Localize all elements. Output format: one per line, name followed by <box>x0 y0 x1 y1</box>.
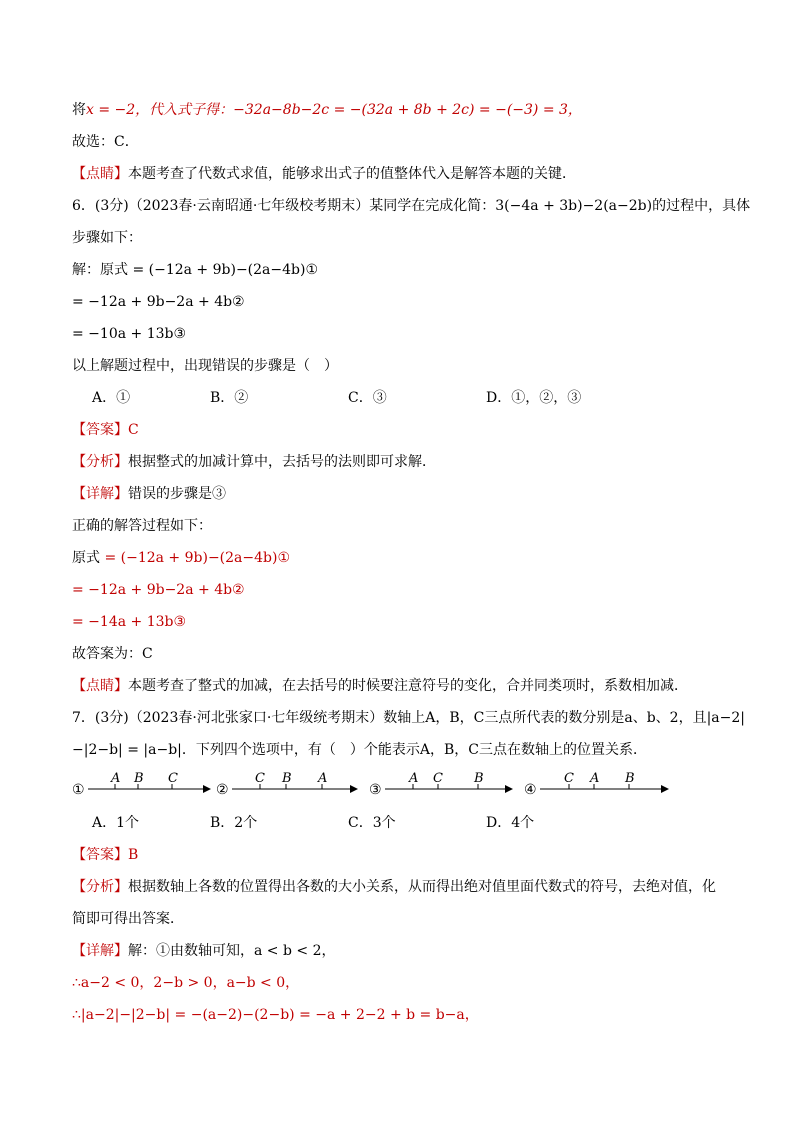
q6-correct-3: = −14a + 13b③ <box>72 614 187 630</box>
q6-step1: 解：原式 = (−12a + 9b)−(2a−4b)① <box>72 262 319 278</box>
axis-4-label-c: C <box>564 771 574 786</box>
axis-2 <box>216 771 357 798</box>
axis-4-label-a: A <box>590 771 600 786</box>
q6-correct-2: = −12a + 9b−2a + 4b② <box>72 582 245 598</box>
q7-detail: 【详解】解：①由数轴可知，a < b < 2， <box>72 943 336 959</box>
axis-1-label-b: B <box>134 771 144 786</box>
axis-3-number: ③ <box>369 782 382 798</box>
q6-analysis: 【分析】根据整式的加减计算中，去括号的法则即可求解． <box>72 454 436 470</box>
q6-correct-1: 原式 = (−12a + 9b)−(2a−4b)① <box>72 550 291 566</box>
q7-analysis-2: 简即可得出答案． <box>72 911 184 927</box>
substitution-line: 将x = −2，代入式子得：−32a−8b−2c = −(32a + 8b + 2c) = −(−3) = 3， <box>72 102 582 118</box>
q6-detail: 【详解】错误的步骤是③ <box>72 486 226 502</box>
axis-3-label-a: A <box>409 771 419 786</box>
q6-option-a: A．① <box>92 390 131 406</box>
q6-option-c: C．③ <box>348 390 387 406</box>
q7-option-c: C．3个 <box>348 815 396 831</box>
q7-option-d: D．4个 <box>486 815 535 831</box>
q7-detail-2: ∴a−2 < 0，2−b > 0，a−b < 0， <box>72 975 300 991</box>
axis-2-label-a: A <box>318 771 328 786</box>
q6-final: 故答案为：C <box>72 646 153 662</box>
axis-2-number: ② <box>216 782 229 798</box>
axis-1-label-a: A <box>111 771 121 786</box>
q7-option-a: A．1个 <box>92 815 140 831</box>
q7-answer: 【答案】B <box>72 847 139 863</box>
q6-head2: 步骤如下： <box>72 230 142 246</box>
q7-head2: −|2−b| = |a−b|．下列四个选项中，有（ ）个能表示A，B，C三点在数轴上的位置关系． <box>72 742 647 758</box>
axis-3-label-c: C <box>433 771 443 786</box>
q6-step3: = −10a + 13b③ <box>72 326 187 342</box>
axis-1 <box>72 771 210 798</box>
axis-1-number: ① <box>72 782 85 798</box>
q6-answer: 【答案】C <box>72 422 139 438</box>
axis-2-label-b: B <box>282 771 292 786</box>
number-lines <box>0 770 794 810</box>
axis-3 <box>369 771 512 798</box>
q6-dianjing: 【点睛】本题考查了整式的加减，在去括号的时候要注意符号的变化，合并同类项时，系数相加减． <box>72 678 688 694</box>
dianjing-1: 【点睛】本题考查了代数式求值，能够求出式子的值整体代入是解答本题的关键． <box>72 166 576 182</box>
axis-2-label-c: C <box>255 771 265 786</box>
q7-head: 7．(3分)（2023春·河北张家口·七年级统考期末）数轴上A，B，C三点所代表的数分别是a、b、2，且|a−2| <box>72 710 746 726</box>
axis-4 <box>524 771 668 798</box>
q6-question: 以上解题过程中，出现错误的步骤是（ ） <box>72 358 338 374</box>
q6-option-b: B．② <box>210 390 249 406</box>
q6-step2: = −12a + 9b−2a + 4b② <box>72 294 245 310</box>
axis-4-number: ④ <box>524 782 537 798</box>
axis-3-label-b: B <box>474 771 484 786</box>
q6-option-d: D．①，②，③ <box>486 390 582 406</box>
q6-head: 6．(3分)（2023春·云南昭通·七年级校考期末）某同学在完成化简：3(−4a + 3b)−2(a−2b)的过程中，具体 <box>72 198 751 214</box>
choice-line: 故选：C． <box>72 134 139 150</box>
q7-option-b: B．2个 <box>210 815 258 831</box>
q7-detail-3: ∴|a−2|−|2−b| = −(a−2)−(2−b) = −a + 2−2 + b = b−a， <box>72 1007 479 1023</box>
q7-analysis: 【分析】根据数轴上各数的位置得出各数的大小关系，从而得出绝对值里面代数式的符号，去绝对值，化 <box>72 879 716 895</box>
axis-1-label-c: C <box>168 771 178 786</box>
q6-correct-intro: 正确的解答过程如下： <box>72 518 212 534</box>
axis-4-label-b: B <box>625 771 635 786</box>
